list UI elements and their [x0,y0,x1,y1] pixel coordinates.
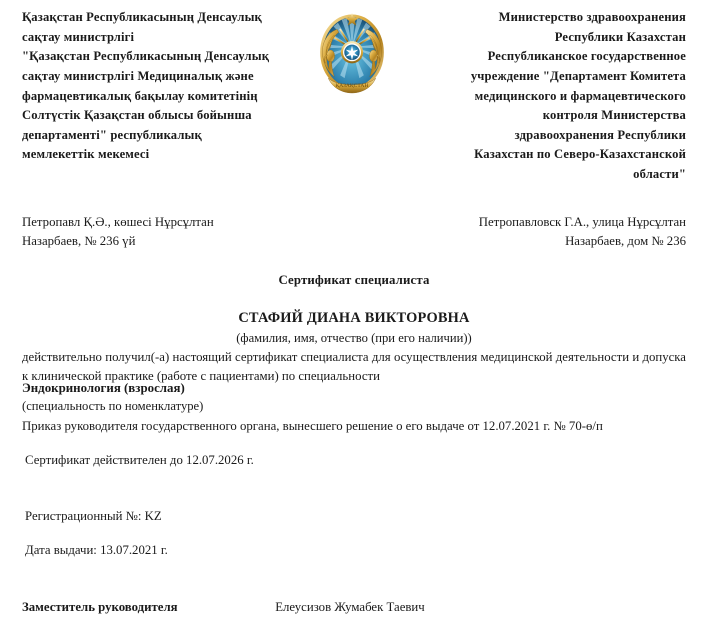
header-right-line: Казахстан по Северо-Казахстанской [474,147,686,162]
header-left-line: сақтау министрлігі Медициналық және [22,68,254,83]
header-left-line: сақтау министрлігі [22,29,135,44]
address-left-line: Назарбаев, № 236 үй [22,234,136,249]
header-right-line: контроля Министерства [542,108,686,123]
address-right-line: Петропавловск Г.А., улица Нұрсұлтан [478,215,686,229]
header-right-russian [418,8,708,185]
header-right-line: области" [633,167,686,182]
signature-row [22,600,686,615]
header-right-line: Республиканское государственное [487,49,686,64]
certificate-holder-name: СТАФИЙ ДИАНА ВИКТОРОВНА [238,310,470,326]
address-left-line: Петропавл Қ.Ә., көшесі Нұрсұлтан [22,215,214,229]
header-left-line: "Қазақстан Республикасының Денсаулық [22,49,270,64]
header-left-kazakh [0,8,285,165]
signer-name: Елеусизов Жумабек Таевич [275,600,425,614]
certificate-holder-caption: (фамилия, имя, отчество (при его наличии)) [236,331,472,345]
certificate-title: Сертификат специалиста [278,273,430,287]
kazakhstan-state-emblem-icon [315,10,389,96]
certificate-order-line: Приказ руководителя государственного органа, вынесшего решение о его выдаче от 12.07.2021 г. № 70-ө/п [22,419,603,433]
header-left-line: мемлекеттік мекемесі [22,147,150,162]
address-row [0,213,708,252]
certificate-issue-date: Дата выдачи: 13.07.2021 г. [25,543,168,557]
document-header [0,8,708,185]
certificate-valid-until: Сертификат действителен до 12.07.2026 г. [25,453,254,467]
address-russian [378,213,708,252]
header-right-line: Республики Казахстан [554,29,686,44]
header-right-line: здравоохранения Республики [514,127,686,142]
header-left-line: Солтүстік Қазақстан облысы бойынша [22,108,252,123]
header-right-line: учреждение "Департамент Комитета [470,68,686,83]
emblem-container [307,8,397,96]
header-right-line: Министерство здравоохранения [498,10,686,24]
address-kazakh [0,213,330,252]
signer-position-title: Заместитель руководителя [22,600,178,614]
header-left-line: департаменті" республикалық [22,127,202,142]
header-left-line: фармацевтикалық бақылау комитетінің [22,88,258,103]
certificate-registration-number: Регистрационный №: KZ [25,509,162,523]
certificate-specialty-caption: (специальность по номенклатуре) [22,399,204,413]
header-right-line: медицинского и фармацевтического [474,88,686,103]
certificate-specialty: Эндокринология (взрослая) [22,381,185,395]
certificate-statement: действительно получил(-а) настоящий сертификат специалиста для осуществления медицинской деятельности и допуска к клинической практике (работе с пациентами) по специальности [22,350,686,384]
emblem-ribbon-text: ҚАЗАҚСТАН [335,83,368,90]
address-right-line: Назарбаев, дом № 236 [565,234,686,249]
header-left-line: Қазақстан Республикасының Денсаулық [22,10,262,24]
